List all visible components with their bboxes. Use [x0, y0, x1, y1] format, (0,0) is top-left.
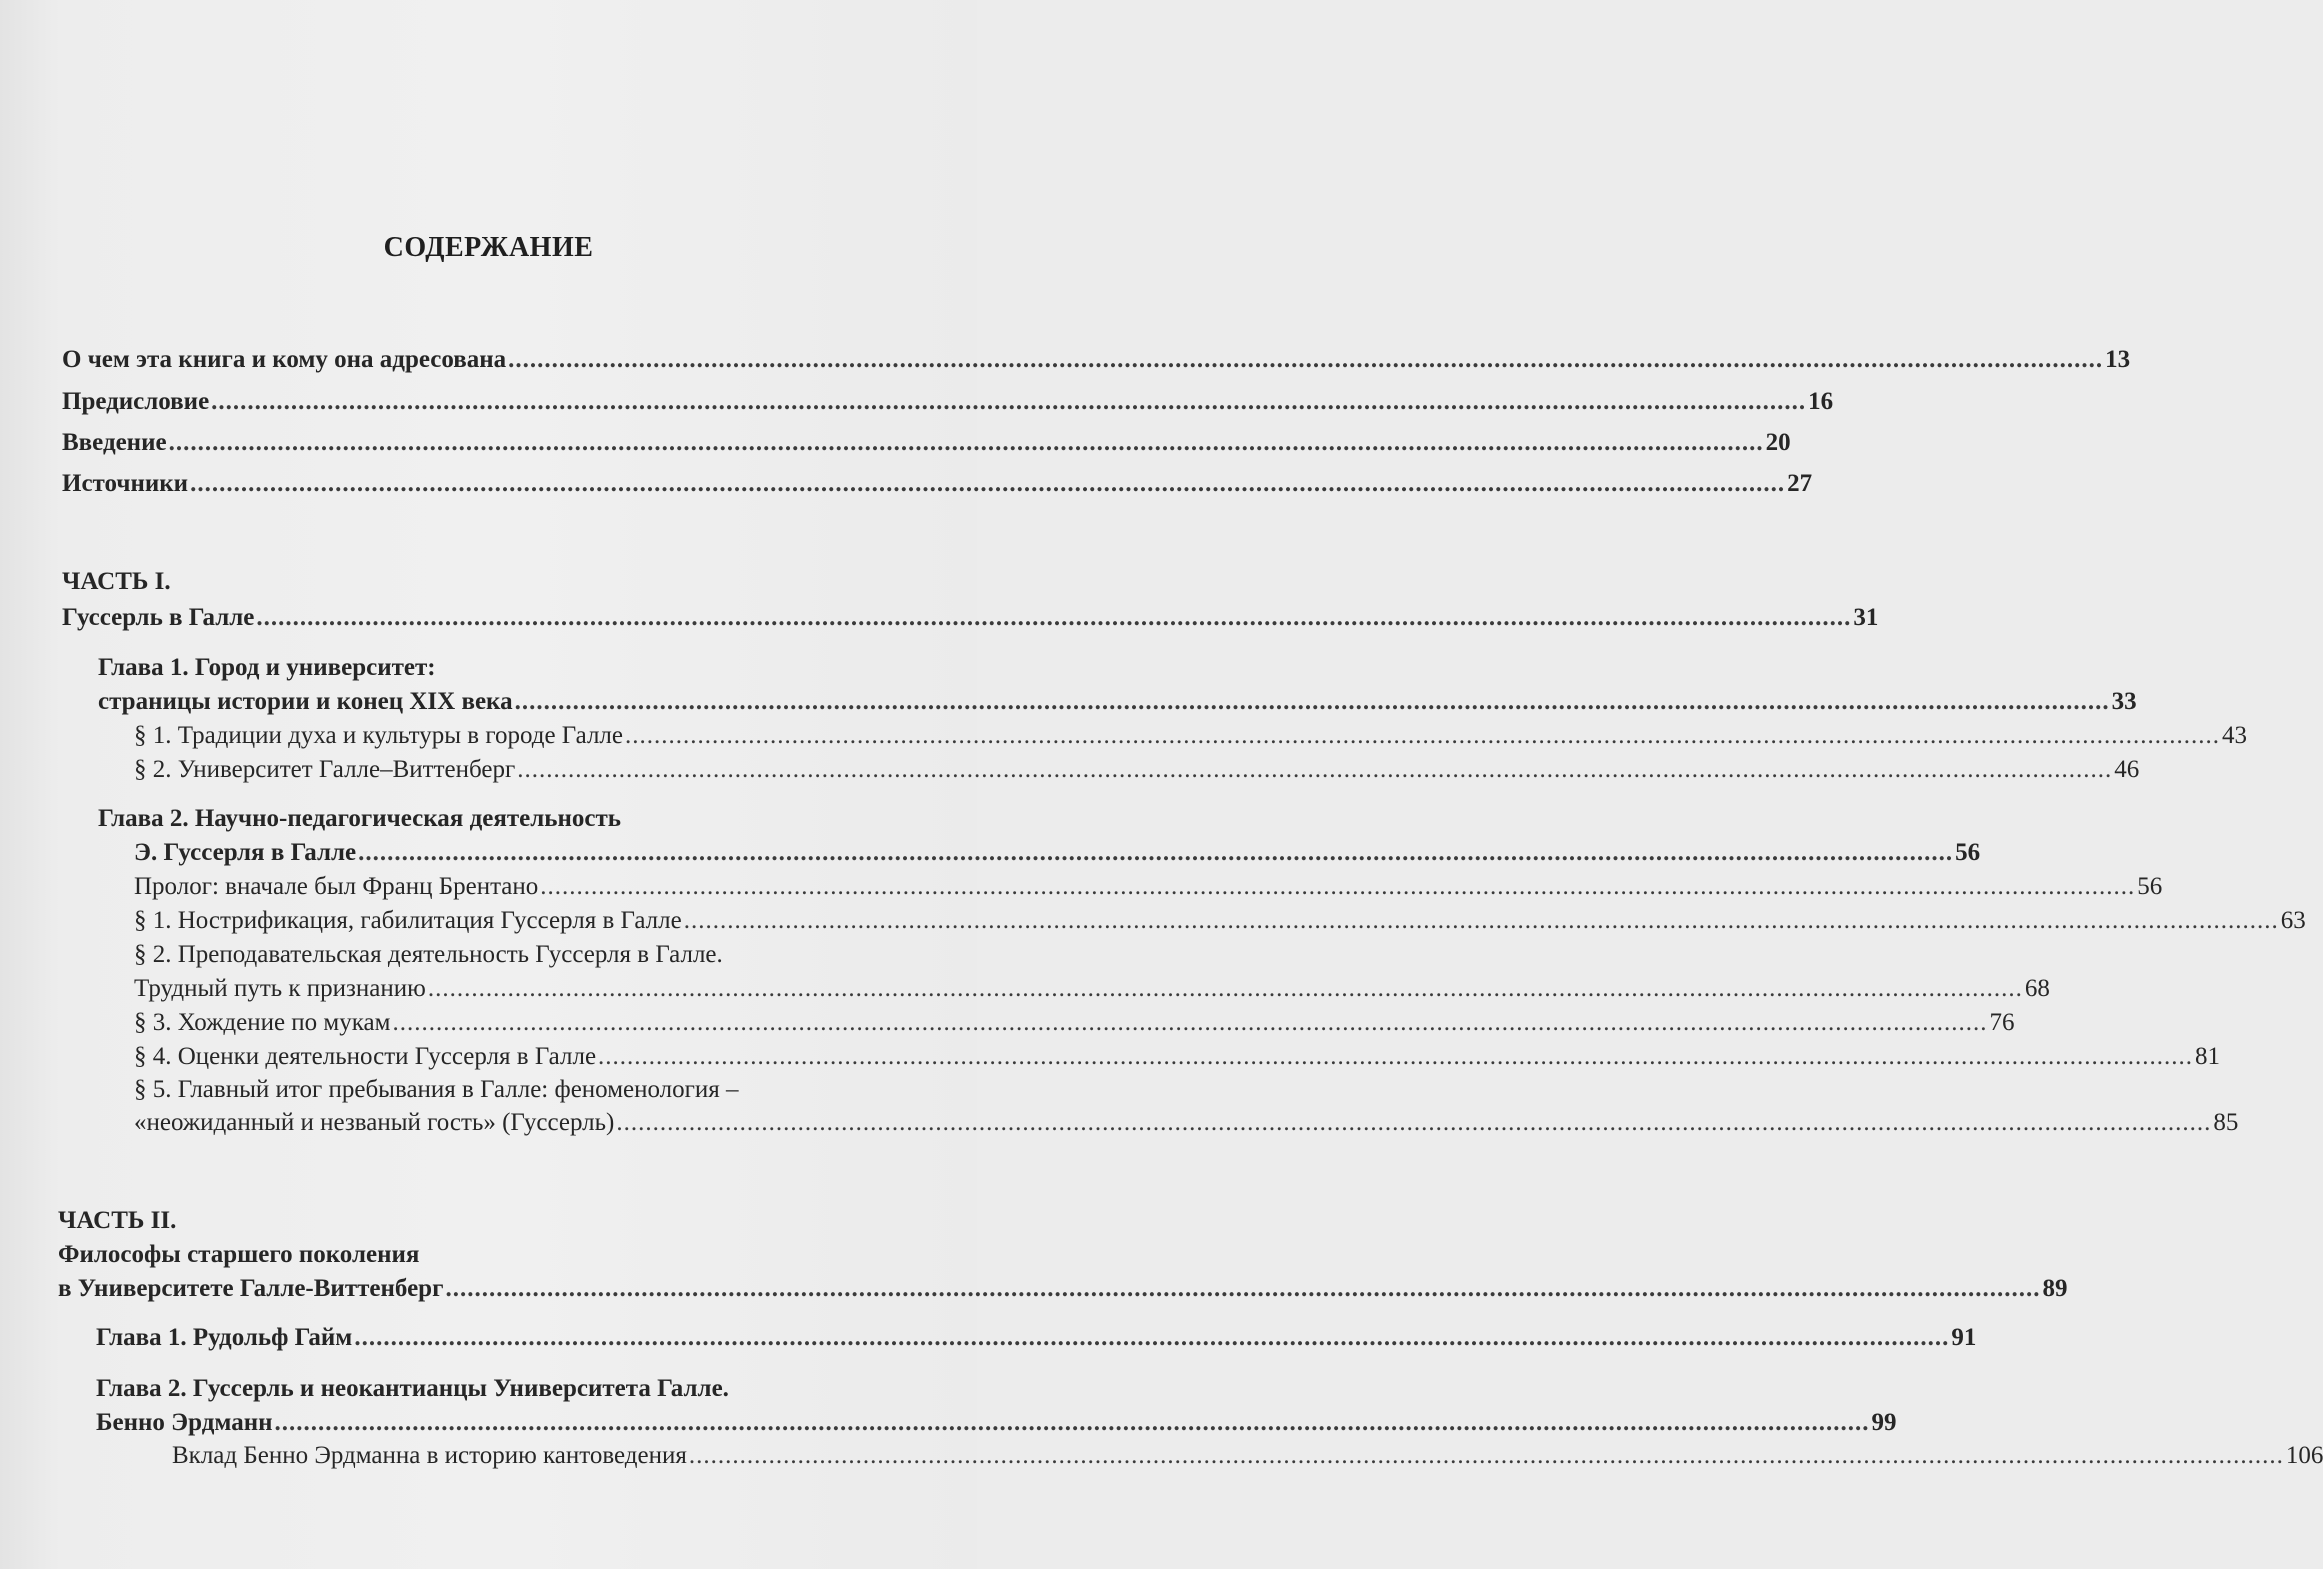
toc-page-number: 106 — [2285, 1442, 2323, 1469]
part-2-title-line1: Философы старшего поколения — [58, 1241, 420, 1268]
toc-entry-label: § 1. Нострификация, габилитация Гуссерля в Галле — [134, 907, 682, 934]
toc-entry-label: Введение — [62, 429, 167, 456]
toc-entry-label: О чем эта книга и кому она адресована — [62, 346, 507, 373]
dot-leader: ............................................................................................................................................................................................................................ — [517, 756, 2113, 783]
toc-entry-label: § 3. Хождение по мукам — [134, 1009, 391, 1036]
toc-entry-subsection — [172, 1441, 2323, 1471]
toc-entry-section — [134, 906, 2306, 936]
toc-entry-label: § 2. Университет Галле–Виттенберг — [134, 756, 516, 783]
toc-page-number: 16 — [1808, 388, 1834, 415]
dot-leader: ............................................................................................................................................................................................................................ — [190, 470, 1786, 497]
chapter-1-title-line1: Глава 1. Город и университет: — [98, 654, 436, 681]
dot-leader: ............................................................................................................................................................................................................................ — [427, 975, 2023, 1002]
chapter-2-title-line1: Глава 2. Научно-педагогическая деятельность — [98, 805, 621, 832]
toc-entry-chapter-2 — [96, 1408, 1897, 1438]
section-2-title-line1: § 2. Преподавательская деятельность Гуссерля в Галле. — [134, 941, 723, 968]
toc-page-number: 99 — [1871, 1409, 1897, 1436]
dot-leader: ............................................................................................................................................................................................................................ — [625, 722, 2221, 749]
toc-page-number: 85 — [2213, 1109, 2239, 1136]
dot-leader: ............................................................................................................................................................................................................................ — [358, 839, 1954, 866]
toc-entry-section — [134, 974, 2050, 1004]
dot-leader: ............................................................................................................................................................................................................................ — [598, 1043, 2194, 1070]
toc-entry-label: Вклад Бенно Эрдманна в историю кантоведения — [172, 1442, 687, 1469]
toc-entry-label: страницы истории и конец XIX века — [98, 688, 513, 715]
dot-leader: ............................................................................................................................................................................................................................ — [354, 1324, 1950, 1351]
toc-entry-label: Трудный путь к признанию — [134, 975, 426, 1002]
page-title: СОДЕРЖАНИЕ — [383, 232, 594, 263]
toc-page-number: 68 — [2024, 975, 2050, 1002]
dot-leader: ............................................................................................................................................................................................................................ — [392, 1009, 1988, 1036]
toc-entry-label: Глава 1. Рудольф Гайм — [96, 1324, 353, 1351]
toc-page-number: 76 — [1989, 1009, 2015, 1036]
toc-page-number: 63 — [2280, 907, 2306, 934]
toc-entry-part-1 — [62, 603, 1879, 633]
toc-entry-label: «неожиданный и незваный гость» (Гуссерль) — [134, 1109, 615, 1136]
chapter-2-title-line1: Глава 2. Гуссерль и неокантианцы Университета Галле. — [96, 1375, 729, 1402]
part-2-heading: ЧАСТЬ II. — [58, 1207, 177, 1234]
dot-leader: ............................................................................................................................................................................................................................ — [211, 388, 1807, 415]
toc-entry-prologue — [134, 872, 2163, 902]
dot-leader: ............................................................................................................................................................................................................................ — [445, 1275, 2041, 1302]
toc-entry-section — [134, 1042, 2221, 1072]
dot-leader: ............................................................................................................................................................................................................................ — [274, 1409, 1870, 1436]
dot-leader: ............................................................................................................................................................................................................................ — [540, 873, 2136, 900]
toc-entry-label: Источники — [62, 470, 189, 497]
toc-entry-section — [134, 1008, 2015, 1038]
dot-leader: ............................................................................................................................................................................................................................ — [256, 604, 1852, 631]
dot-leader: ............................................................................................................................................................................................................................ — [168, 429, 1764, 456]
toc-page-number: 20 — [1765, 429, 1791, 456]
toc-page-number: 81 — [2195, 1043, 2221, 1070]
toc-entry-section — [134, 1108, 2239, 1138]
toc-page-number: 46 — [2114, 756, 2140, 783]
toc-entry-preface — [62, 387, 1834, 417]
section-5-title-line1: § 5. Главный итог пребывания в Галле: феноменология – — [134, 1076, 739, 1103]
dot-leader: ............................................................................................................................................................................................................................ — [508, 346, 2104, 373]
toc-entry-label: в Университете Галле-Виттенберг — [58, 1275, 444, 1302]
toc-page-number: 56 — [2137, 873, 2163, 900]
toc-page-number: 56 — [1955, 839, 1981, 866]
toc-entry-chapter-1 — [96, 1323, 1977, 1353]
toc-entry-chapter-1 — [98, 687, 2137, 717]
toc-entry-introduction — [62, 428, 1791, 458]
toc-page-number: 27 — [1787, 470, 1813, 497]
toc-page-number: 31 — [1853, 604, 1879, 631]
toc-entry-chapter-2 — [134, 838, 1981, 868]
toc-entry-label: § 4. Оценки деятельности Гуссерля в Галле — [134, 1043, 597, 1070]
toc-entry-part-2 — [58, 1274, 2068, 1304]
toc-entry-label: Бенно Эрдманн — [96, 1409, 273, 1436]
toc-entry-label: Пролог: вначале был Франц Брентано — [134, 873, 539, 900]
toc-entry-label: § 1. Традиции духа и культуры в городе Галле — [134, 722, 624, 749]
toc-page-number: 33 — [2111, 688, 2137, 715]
dot-leader: ............................................................................................................................................................................................................................ — [688, 1442, 2284, 1469]
dot-leader: ............................................................................................................................................................................................................................ — [683, 907, 2279, 934]
toc-page-number: 13 — [2105, 346, 2131, 373]
part-1-heading: ЧАСТЬ I. — [62, 568, 171, 595]
toc-entry-section — [134, 721, 2248, 751]
dot-leader: ............................................................................................................................................................................................................................ — [616, 1109, 2212, 1136]
toc-entry-section — [134, 755, 2140, 785]
toc-entry-about-book — [62, 345, 2131, 375]
toc-entry-sources — [62, 469, 1813, 499]
toc-page-number: 89 — [2042, 1275, 2068, 1302]
toc-page-number: 43 — [2222, 722, 2248, 749]
toc-entry-label: Предисловие — [62, 388, 210, 415]
toc-entry-label: Гуссерль в Галле — [62, 604, 255, 631]
dot-leader: ............................................................................................................................................................................................................................ — [514, 688, 2110, 715]
toc-page-number: 91 — [1951, 1324, 1977, 1351]
toc-entry-label: Э. Гуссерля в Галле — [134, 839, 357, 866]
